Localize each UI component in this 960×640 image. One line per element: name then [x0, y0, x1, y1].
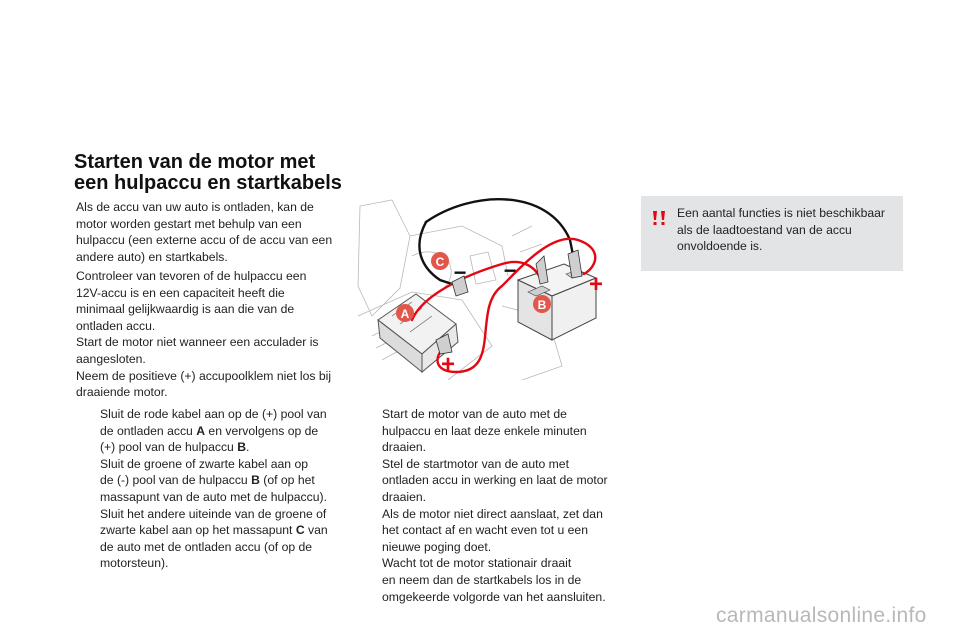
warning-line: onvoldoende is.	[677, 239, 763, 254]
section-title	[74, 152, 342, 194]
plus-sign-discharged: +	[440, 351, 456, 378]
step-line: (+) pool van de hulpaccu B.	[100, 440, 250, 455]
point-label: C	[295, 523, 305, 538]
check-line: draaiende motor.	[76, 385, 168, 400]
step-item	[78, 406, 348, 456]
step-item	[360, 406, 622, 456]
step-line: Stel de startmotor van de auto met	[382, 456, 569, 471]
check-line: 12V-accu is en een capaciteit heeft die	[76, 285, 285, 300]
warning-text	[677, 205, 897, 255]
step-line: nieuwe poging doet.	[382, 539, 492, 554]
title-line: Starten van de motor met	[74, 151, 316, 173]
step-line: draaien.	[382, 440, 427, 455]
warning-line: als de laadtoestand van de accu	[677, 222, 852, 237]
step-line: ontladen accu in werking en laat de motor	[382, 473, 608, 488]
step-line: draaien.	[382, 489, 427, 504]
step-line: de (-) pool van de hulpaccu B (of op het	[100, 473, 315, 488]
step-item	[360, 555, 622, 605]
step-line: Als de motor niet direct aanslaat, zet dan	[382, 506, 603, 521]
step-line: motorsteun).	[100, 556, 169, 571]
step-line: omgekeerde volgorde van het aansluiten.	[382, 589, 606, 604]
intro-line: hulpaccu (een externe accu of de accu van een	[76, 233, 333, 248]
step-line: de auto met de ontladen accu (of op de	[100, 539, 313, 554]
label-c-text: C	[435, 255, 445, 269]
battery-jumpstart-illustration	[352, 196, 612, 380]
booster-battery-b	[518, 264, 596, 340]
step-line: hulpaccu en laat deze enkele minuten	[382, 423, 587, 438]
steps-list-right	[360, 406, 622, 605]
step-item	[78, 456, 348, 506]
intro-line: motor worden gestart met behulp van een	[76, 216, 302, 231]
minus-sign-ground: −	[453, 260, 467, 285]
label-a	[396, 304, 414, 322]
intro-line: andere auto) en startkabels.	[76, 249, 228, 264]
steps-list-left	[78, 406, 348, 572]
minus-sign-booster: −	[503, 258, 517, 283]
label-b-text: B	[537, 298, 547, 312]
point-label: A	[196, 423, 206, 438]
point-label: B	[237, 440, 247, 455]
point-label: B	[251, 473, 260, 488]
intro-line: Als de accu van uw auto is ontladen, kan de	[76, 200, 314, 214]
step-item	[360, 456, 622, 556]
step-line: zwarte kabel aan op het massapunt C van	[100, 523, 328, 538]
label-a-text: A	[400, 307, 410, 321]
check-paragraph	[76, 268, 342, 401]
warning-exclamation-icon	[649, 208, 669, 228]
step-line: Start de motor van de auto met de	[382, 407, 567, 421]
check-line: Controleer van tevoren of de hulpaccu een	[76, 269, 307, 283]
step-line: het contact af en wacht even tot u een	[382, 523, 588, 538]
warning-line: Een aantal functies is niet beschikbaar	[677, 206, 885, 220]
step-line: en neem dan de startkabels los in de	[382, 572, 582, 587]
step-line: Sluit de groene of zwarte kabel aan op	[100, 456, 309, 471]
intro-paragraph	[76, 199, 342, 265]
step-line: Sluit het andere uiteinde van de groene of	[100, 506, 327, 521]
label-b	[533, 295, 551, 313]
check-line: Start de motor niet wanneer een acculader is	[76, 335, 319, 350]
title-line: een hulpaccu en startkabels	[74, 172, 342, 194]
label-c	[431, 252, 449, 270]
step-line: massapunt van de auto met de hulpaccu).	[100, 489, 327, 504]
step-line: de ontladen accu A en vervolgens op de	[100, 423, 319, 438]
plus-sign-booster: +	[588, 271, 604, 298]
check-line: Neem de positieve (+) accupoolklem niet los bij	[76, 368, 332, 383]
check-line: aangesloten.	[76, 351, 146, 366]
step-line: Sluit de rode kabel aan op de (+) pool van	[100, 407, 327, 421]
check-line: minimaal gelijkwaardig is aan die van de	[76, 302, 295, 317]
check-line: ontladen accu.	[76, 318, 156, 333]
step-line: Wacht tot de motor stationair draait	[382, 556, 572, 571]
watermark: carmanualsonline.info	[716, 604, 927, 627]
step-item	[78, 506, 348, 572]
warning-box	[641, 196, 903, 271]
